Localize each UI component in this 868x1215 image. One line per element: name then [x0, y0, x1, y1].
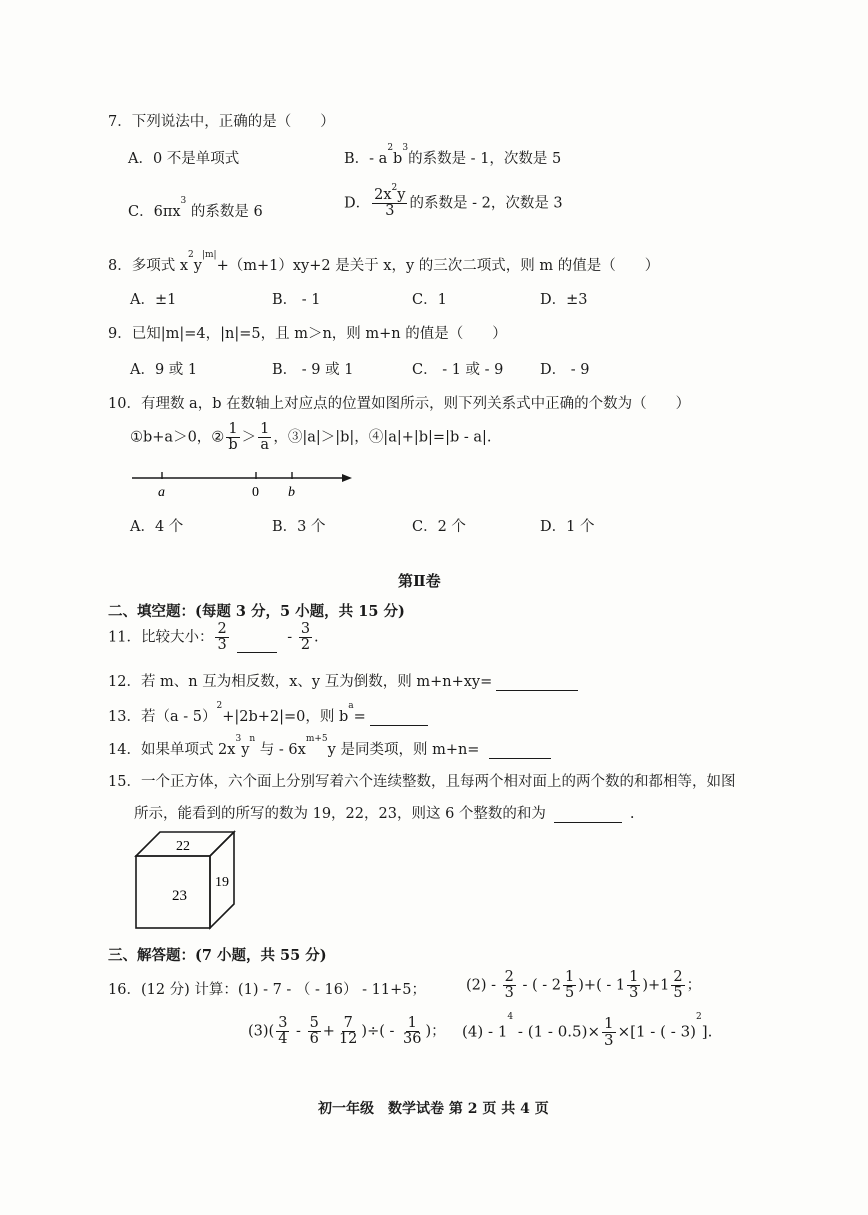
- q16-part1: 16．(12 分) 计算：(1) - 7 - （ - 16） - 11+5；: [108, 982, 426, 998]
- q8-option-b: B． - 1: [272, 292, 321, 308]
- q15-blank: [554, 822, 622, 823]
- part-two-title: 第Ⅱ卷: [398, 572, 441, 590]
- page-footer: 初一年级 数学试卷 第 2 页 共 4 页: [318, 1101, 549, 1117]
- q15-line1: 15．一个正方体，六个面上分别写着六个连续整数，且每两个相对面上的两个数的和都相等，如图: [108, 774, 736, 790]
- cube-top-number: 22: [176, 839, 190, 854]
- q9-option-b: B． - 9 或 1: [272, 362, 354, 378]
- label-a: a: [158, 485, 165, 500]
- q7-option-a: A．0 不是单项式: [128, 151, 240, 167]
- section-solve: 三、解答题：(7 小题，共 55 分): [108, 947, 327, 964]
- q7-option-b: B．- $a^2b^3$的系数是 - 1，次数是 5: [344, 143, 562, 167]
- q9-stem: 9．已知|m|=4，|n|=5，且 m＞n，则 m+n 的值是（ ）: [108, 326, 507, 342]
- q15-line2: 所示，能看到的所写的数为 19，22，23，则这 6 个整数的和为 .: [134, 806, 635, 822]
- q16-part2: (2) - $\frac{2}{3}$ - ( - 2 $\frac{1}{5}$ )+( - 1 $\frac{1}{3}$ )+1 $\frac{2}{5}$ ；: [466, 969, 702, 1002]
- q9-option-a: A．9 或 1: [130, 362, 198, 378]
- section-fill-blank: 二、填空题：(每题 3 分，5 小题，共 15 分): [108, 603, 405, 620]
- q11: 11．比较大小： $\frac{2}{3}$ - $\frac{3}{2}$ .: [108, 621, 319, 654]
- number-line-arrow: [342, 474, 352, 482]
- cube-front-number: 23: [172, 888, 187, 904]
- q16-part3: (3)( $\frac{3}{4}$ - $\frac{5}{6}$ + $\frac{7}{12}$ )÷( - $\frac{1}{36}$ )；: [248, 1015, 446, 1048]
- q10-option-a: A．4 个: [130, 519, 184, 535]
- q12-blank: [496, 690, 578, 691]
- cube-side-number: 19: [215, 875, 229, 890]
- q14: 14．如果单项式 $2x^3y^n$ 与 - $6x^{m+5}y$ 是同类项，则 m+n=: [108, 738, 551, 759]
- q13: 13．若（a - 5）$^2$+|2b+2|=0，则 $b^a=$: [108, 705, 428, 726]
- q12: 12．若 m、n 互为相反数，x、y 互为倒数，则 m+n+xy=: [108, 670, 578, 691]
- q7-option-d: D． $\frac{2x^2y}{3}$ 的系数是 - 2，次数是 3: [344, 183, 563, 220]
- label-b: b: [288, 485, 295, 500]
- q11-blank: [237, 652, 277, 653]
- q10-option-c: C．2 个: [412, 519, 466, 535]
- number-line: [128, 466, 358, 502]
- q9-option-d: D． - 9: [540, 362, 590, 378]
- q10-option-d: D．1 个: [540, 519, 595, 535]
- q8-option-d: D．±3: [540, 292, 588, 308]
- q16-part4: $(4) - 1^4 - (1 - 0.5)\times$ $\frac{1}{3}$ ×[1 - ( - 3)$^2$].: [462, 1012, 713, 1049]
- q13-blank: [370, 725, 428, 726]
- label-0: 0: [252, 485, 259, 500]
- q7-stem: 7．下列说法中，正确的是（ ）: [108, 114, 335, 130]
- cube-figure: [132, 828, 242, 932]
- q10-conditions: ①b+a＞0，② $\frac{1}{b}$ ＞ $\frac{1}{a}$ ，③|a|＞|b|，④|a|+|b|=|b - a|.: [130, 421, 492, 454]
- q8-option-c: C．1: [412, 292, 447, 308]
- q14-blank: [489, 758, 551, 759]
- q10-stem: 10．有理数 a，b 在数轴上对应点的位置如图所示，则下列关系式中正确的个数为（ ）: [108, 396, 691, 412]
- q9-option-c: C． - 1 或 - 9: [412, 362, 504, 378]
- q7-option-c: C．$6\pi x^3$ 的系数是 6: [128, 196, 263, 220]
- q10-option-b: B．3 个: [272, 519, 326, 535]
- q8-stem: 8．多项式 $x^2y^{|m|}+(m+1)xy+2$ 是关于 x，y 的三次二项式，则 m 的值是（ ）: [108, 250, 660, 274]
- q8-option-a: A．±1: [130, 292, 177, 308]
